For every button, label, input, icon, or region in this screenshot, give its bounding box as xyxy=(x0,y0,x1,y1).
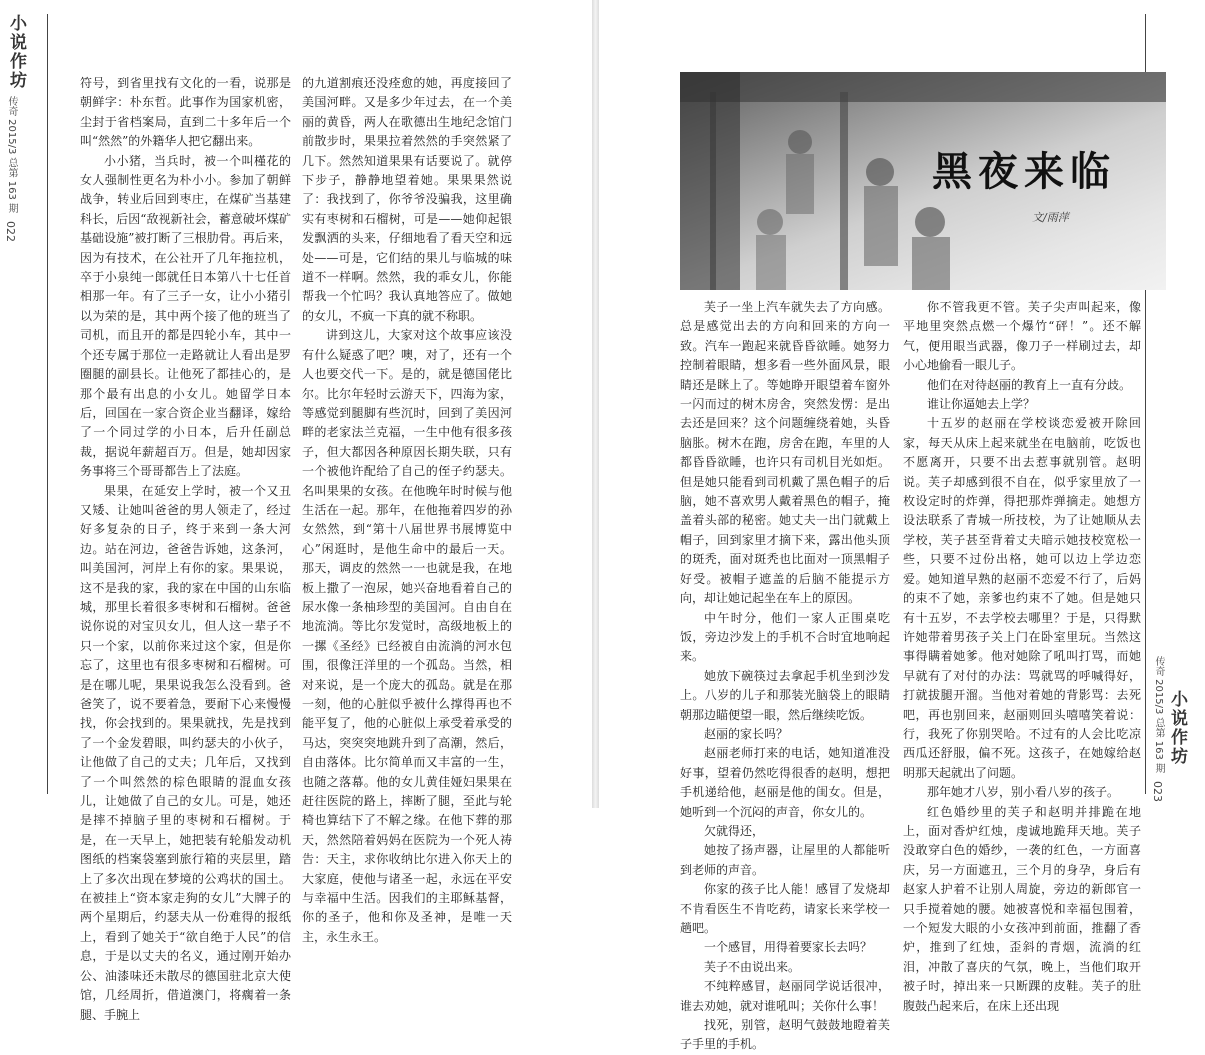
paragraph: 十五岁的赵丽在学校谈恋爱被开除回家，每天从床上起来就坐在电脑前，吃饭也不愿离开，只要不出去惹事就别管。赵明说。芙子却感到很不自在，似乎家里放了一枚设定时的炸弹，得把那炸弹摘走。她想方设法联系了青城一所技校，为了让她顺从去学校，芙子甚至背着丈夫暗示她技校宽松一些，只要不过份出格，她可以边上学边恋爱。她知道早熟的赵丽不恋爱不行了，后妈的束不了她，亲爹也约束不了她。但是她只有十五岁，不去学校去哪里？于是，只得默许她带着男孩子关上门在卧室里玩。当然这事得瞒着她爹。他对她除了吼叫打骂，而她早就有了对付的办法：骂就骂的呼喊得好，打就拔腿开溜。当他对着她的背影骂：去死吧，再也别回来，赵丽则回头嘻嘻笑着说：行，我死了你别哭哈。不过有的人会比吃凉西瓜还舒服，偏不死。这孩子，在她嫁给赵明那天起就出了问题。 xyxy=(903,416,1141,780)
issue-info: 传奇 2015/3 总第 163 期 xyxy=(1153,656,1164,773)
paragraph: 不纯粹感冒，赵丽同学说话很冲，谁去劝她，就对谁吼叫；关你什么事！ xyxy=(680,979,890,1013)
paragraph: 红色婚纱里的芙子和赵明并排跪在地上，面对香炉红烛，虔诚地跪拜天地。芙子没敢穿白色的婚纱，一袭的红色，一方面喜庆，另一方面遮丑，三个月的身孕，身后有赵家人护着不让别人周旋，旁边的新郎官一只手搅着她的腰。她被喜悦和幸福包围着，一个短发大眼的小女孩冲到前面，推翻了香炉，推到了红烛，歪斜的青烟，流淌的红泪，冲散了喜庆的气氛，晚上，当他们取开被子时，掉出来一只断踝的皮鞋。芙子的肚腹鼓凸起来后，在床上还出现 xyxy=(903,804,1141,1013)
paragraph: 小小猪，当兵时，被一个叫槿花的女人强制性更名为朴小小。参加了朝鲜战争，转业后回到枣庄，在煤矿当基建科长，后因“敌视新社会，蓄意破坏煤矿基础设施”被打断了三根肋骨。再后来，因为有技术，在公社开了几年拖拉机，卒于小泉纯一郎就任日本第八十七任首相那一年。有了三子一女，让小小猪引以为荣的是，其中两个接了他的班当了司机，而且开的都是四轮小车，其中一个还专属于那位一走路就让人看出是罗圈腿的副县长。让他死了都挂心的，是那个最有出息的小女儿。她留学日本后，回国在一家合资企业当翻译，嫁给了一个同过学的小日本，后升任副总裁，据说年薪超百万。但是，她却因家务事将三个哥哥都告上了法庭。 xyxy=(80,153,291,479)
paragraph: 找死，别管，赵明气鼓鼓地瞪着芙子手里的手机。 xyxy=(680,1018,890,1052)
author-byline: 文/雨萍 xyxy=(1032,211,1069,224)
paragraph: 赵丽老师打来的电话，她知道准没好事，望着仍然吃得很香的赵明，想把手机递给他，赵丽是他的闺女。但是，她听到一个沉闷的声音，你女儿的。 xyxy=(680,746,890,819)
text-column-1 xyxy=(80,74,291,1022)
paragraph: 中午时分，他们一家人正围桌吃饭，旁边沙发上的手机不合时宜地响起来。 xyxy=(680,610,890,664)
text-column-2 xyxy=(302,74,512,944)
text-column-4 xyxy=(903,298,1141,1013)
magazine-name: 小说作坊 xyxy=(6,14,26,90)
paragraph: 一个感冒，用得着要家长去吗？ xyxy=(704,940,873,955)
paragraph: 你不管我更不管。芙子尖声叫起来，像平地里突然点燃一个爆竹“砰！”。还不解气，便用眼当武器，像刀子一样刷过去，却小心地偷看一眼儿子。 xyxy=(903,300,1141,373)
paragraph: 你家的孩子比人能！感冒了发烧却不肯看医生不肯吃药，请家长来学校一趟吧。 xyxy=(680,882,890,935)
paragraph: 赵丽的家长吗？ xyxy=(704,726,789,741)
paragraph: 讲到这儿，大家对这个故事应该没有什么疑惑了吧？噢，对了，还有一个人也要交代一下。是的，就是德国佬比尔。比尔年轻时云游天下，四海为家，等感觉到腿脚有些沉时，回到了美因河畔的老家法兰克福，一生中他有很多孩子，但大都因各种原因长期失联，只有一个被他许配给了自己的侄子约瑟夫。名叫果果的女孩。在他晚年时时候与他生活在一起。那年，在他拖着四岁的孙女然然，到“第十八届世界书展博览中心”闲逛时，是他生命中的最后一天。那天，调皮的然然一一也就是我，在地板上撒了一泡尿，她兴奋地看着自己的尿水像一条柚珍型的美国河。自由自在地流淌。等比尔发觉时，高级地板上的一摞《圣经》已经被自由流淌的河水包围，很像汪洋里的一个孤岛。当然，相对来说，是一个庞大的孤岛。就是在那一刻，他的心脏似乎被什么撑得再也不能平复了，他的心脏似上承受着承受的马达，突突突地跳升到了高潮，然后，自由落体。比尔简单而又丰富的一生，也随之落幕。他的女儿黄佳娅妇果果在赶往医院的路上，摔断了腿，至此与轮椅也算结下了不解之缘。在他下葬的那天，然然陪着妈妈在医院为一个死人祷告：天主，求你收纳比尔进入你天上的大家庭，使他与诸圣一起，永远在平安与幸福中生活。因我们的主耶稣基督，你的圣子，他和你及圣神，是唯一天主，永生永王。 xyxy=(302,328,512,944)
left-page-sidebar xyxy=(4,14,44,242)
page-number: 022 xyxy=(4,220,17,242)
paragraph: 她按了扬声器，让屋里的人都能听到老师的声音。 xyxy=(680,843,890,877)
paragraph: 欠就得还， xyxy=(704,823,765,838)
paragraph: 芙子不由说出来。 xyxy=(704,959,801,974)
paragraph: 谁让你逼她去上学？ xyxy=(927,397,1036,412)
text-column-3 xyxy=(680,298,890,1052)
margin-rule xyxy=(47,14,48,794)
paragraph: 那年她才八岁，别小看八岁的孩子。 xyxy=(927,785,1120,800)
issue-info: 传奇 2015/3 总第 163 期 xyxy=(6,96,17,213)
book-gutter xyxy=(592,0,599,808)
story-title: 黑夜来临 xyxy=(932,149,1116,195)
right-page-sidebar-title xyxy=(1165,690,1205,766)
paragraph: 果果，在延安上学时，被一个又丑又矮、让她叫爸爸的男人领走了，经过好多复杂的日子，终于来到一条大河边。站在河边，爸爸告诉她，这条河，叫美国河，河岸上有你的家。果果说，这不是我的家，我的家在中国的山东临城，那里长着很多枣树和石榴树。爸爸说你说的对宝贝女儿，但人这一辈子不只一个家，以前你来过这个家，但是你忘了，这里也有很多枣树和石榴树。可是在哪儿呢，果果说我怎么没看到。爸爸笑了，说不要着急，要耐下心来慢慢找，你会找到的。果果就找，先是找到了一个金发碧眼，叫约瑟夫的小伙子，让他做了自己的丈夫；几年后，又找到了一个叫然然的棕色眼睛的混血女孩儿，让她做了自己的女儿。可是，她还是摔不掉脑子里的枣树和石榴树。于是，在一天早上，她把装有轮船发动机图纸的档案袋塞到旅行箱的夹层里，踏上了多次出现在梦境的公鸡状的国土。在被挂上“资本家走狗的女儿”大牌子的两个星期后，约瑟夫从一份难得的报纸上，看到了她关于“欲自绝于人民”的信息，于是以丈夫的名义，通过刚开始办公、油漆味还未散尽的德国驻北京大使馆，几经周折，借道澳门，将瘸着一条腿、手腕上 xyxy=(80,483,291,1022)
magazine-name: 小说作坊 xyxy=(1167,690,1187,766)
paragraph: 的九道割痕还没痊愈的她，再度接回了美国河畔。又是多少年过去，在一个美丽的黄昏，两人在歌德出生地纪念馆门前散步时，果果拉着然然的手突然紧了几下。然然知道果果有话要说了。就停下步子，静静地望着她。果果果然说了：我找到了，你爷爷没骗我，这里确实有枣树和石榴树，可是——她仰起银发飘洒的头来，仔细地看了看天空和远处——可是，它们结的果儿与临城的味道不一样啊。然然，我的乖女儿，你能帮我一个忙吗？我认真地答应了。做她的女儿，不疯一下真的就不称职。 xyxy=(302,76,512,323)
paragraph: 芙子一坐上汽车就失去了方向感。总是感觉出去的方向和回来的方向一致。汽车一跑起来就昏昏欲睡。她努力控制着眼睛，想多看一些外面风景，眼睛还是眯上了。等她睁开眼望着车窗外一闪而过的树木房舍，突然发愣：是出去还是回来？这个问题缠绕着她，头昏脑胀。树木在跑，房舍在跑，车里的人都昏昏欲睡，也许只有司机目光如炬。但是她只能看到司机戴了黑色帽子的后脑，她不喜欢男人戴着黑色的帽子，掩盖着头部的秘密。她丈夫一出门就戴上帽子，回到家里才摘下来，露出他头顶的斑秃，面对斑秃也比面对一顶黑帽子好受。被帽子遮盖的后脑不能提示方向，却让她记起坐在车上的原因。 xyxy=(680,300,890,606)
paragraph: 符号，到省里找有文化的一看，说那是朝鲜字：朴东哲。此事作为国家机密，尘封于省档案局，直到二十多年后一个叫“然然”的外籍华人把它翻出来。 xyxy=(80,76,291,149)
paragraph: 她放下碗筷过去拿起手机坐到沙发上。八岁的儿子和那装光脑袋上的眼睛朝那边瞄便望一眼，然后继续吃饭。 xyxy=(680,668,890,722)
paragraph: 他们在对待赵丽的教育上一直有分歧。 xyxy=(927,377,1132,392)
left-page xyxy=(0,0,592,1022)
page-number: 023 xyxy=(1151,780,1164,802)
